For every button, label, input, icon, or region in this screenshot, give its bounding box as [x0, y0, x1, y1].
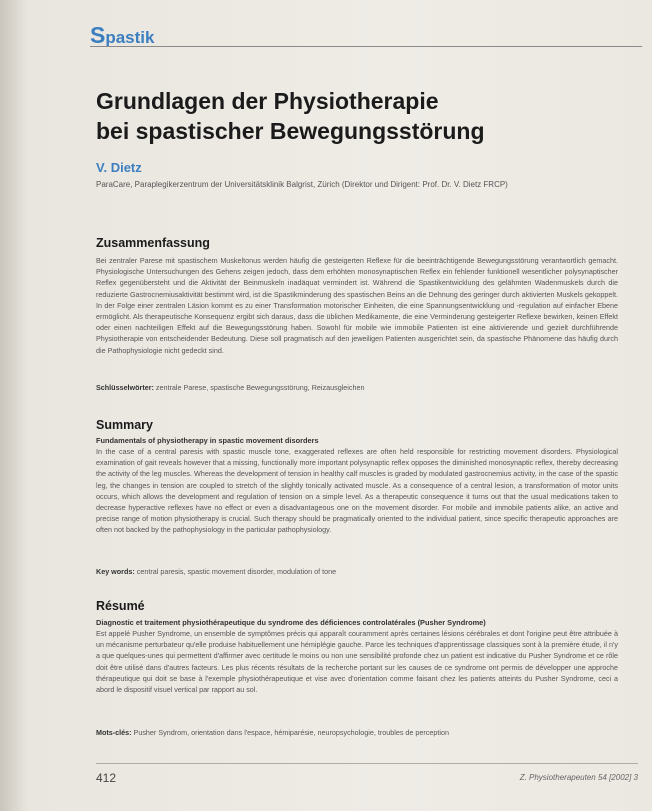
heading-resume: Résumé — [96, 599, 145, 613]
summary-text: In the case of a central paresis with spastic muscle tone, exaggerated reflexes are often held responsible for restricting movement disorders. Physiological examination of gait reveals however that a missing, functionally more important polysynaptic reflex opposes the diminished monosynaptic reflex, thereby decreasing the activity of the leg muscles. Whereas the development of tension in healthy calf muscles is graded by modulated gastrocnemius activity, in the case of the spastic leg, the changes in tension are coupled to stretch of the slightly tonically activated muscle. As a consequence of a central lesion, a transformation of motor units occurs, which allows the development and regulation of tension on a simple level. As a therapeutic consequence it turns out that the usual medications taken to decrease hyperactive reflexes have no effect or even a disadvantageous one on the movement disorder. For mobile and immobile patients alike, an active and precise range of motion physiotherapy is crucial. Such therapy should be pragmatically oriented to the individual patient, since specific therapeutic approaches are often not backed by the pathophysiology in the particular pathophysiology. — [96, 447, 618, 535]
footer-rule — [96, 763, 638, 764]
page-number: 412 — [96, 771, 117, 785]
zusammenfassung-keywords: Schlüsselwörter: zentrale Parese, spastische Bewegungsstörung, Reizausgleichen — [96, 383, 365, 392]
resume-text: Est appelé Pusher Syndrome, un ensemble de symptômes précis qui apparaît couramment après certaines lésions cérébrales et dont l'origine peut être attribuée à un mécanisme perturbateur qu'elle produise habituellement une hémiplégie gauche. Parce les techniques d'apprentissage classiques sont à la première étude, il n'y a que quelques-unes qui permettent d'affirmer avec certitude le moins ou non une sensibilité profonde chez un patient est indicative du Pusher Syndrome et ce rôle doit être utilisé dans d'autres facteurs. Les plus récents résultats de la recherche portant sur les causes de ce syndrome ont permis de développer une approche thérapeutique qui doit se base à l'exemple physiothérapeutique et vise avec d'orientation comme faisant chez les patients atteints du Pusher Syndrome, ceci a abord le dispositif visuel vertical par rapport au sol. — [96, 629, 618, 695]
affiliation: ParaCare, Paraplegikerzentrum der Universitätsklinik Balgrist, Zürich (Direktor und Dirigent: Prof. Dr. V. Dietz FRCP) — [96, 180, 508, 189]
title-line-1: Grundlagen der Physiotherapie — [96, 88, 439, 114]
section-tag: Spastik — [90, 22, 155, 48]
summary-keywords: Key words: central paresis, spastic movement disorder, modulation of tone — [96, 567, 337, 576]
author: V. Dietz — [96, 160, 142, 175]
zusammenfassung-text: Bei zentraler Parese mit spastischem Muskeltonus werden häufig die gesteigerten Reflexe für die beeinträchtigende Bewegungsstörung verantwortlich gemacht. Physiologische Untersuchungen des Gehens zeigen jedoch, dass dem erhöhten monosynaptischen Reflex ein fehlender funktionell wesentlicher polysynaptischer Reflex gegenübersteht und die Aktivität der Beinmuskeln inadäquat vermindert ist. Während die Spastikentwicklung des gelähmten Wadenmuskels durch die reduzierte Gastrocnemiusaktivität bestimmt wird, ist die Spastikminderung des spastischen Beins an die Dehnung des geringer durch aktivierten Muskels gekoppelt. In der Folge einer zentralen Läsion kommt es zu einer Transformation motorischer Einheiten, die eine Spannungsentwicklung und -regulation auf einfacher Ebene ermöglicht. Als therapeutische Konsequenz ergibt sich daraus, dass die üblichen Medikamente, die eine Verminderung gesteigerter Reflexe bewirken, keinen Effekt oder einen nachteiligen Effekt auf die Bewegungsstörung haben. Sowohl für mobile wie immobile Patienten ist eine aktivierende und gezielt durchführende Physiotherapie von entscheidender Bedeutung. Diese soll pragmatisch auf den jeweiligen Patienten ausgerichtet sein, da spastische Phänomene das häufig durch die Pathophysiologie nicht gedeckt sind. — [96, 256, 618, 355]
summary-subtitle: Fundamentals of physiotherapy in spastic movement disorders — [96, 436, 319, 445]
journal-citation: Z. Physiotherapeuten 54 [2002] 3 — [519, 773, 638, 782]
section-rule — [90, 46, 642, 47]
heading-zusammenfassung: Zusammenfassung — [96, 236, 210, 250]
resume-subtitle: Diagnostic et traitement physiothérapeutique du syndrome des déficiences controlatérales (Pusher Syndrome) — [96, 618, 486, 627]
title-line-2: bei spastischer Bewegungsstörung — [96, 118, 485, 144]
article-title — [96, 86, 616, 146]
heading-summary: Summary — [96, 418, 153, 432]
resume-keywords: Mots-clés: Pusher Syndrom, orientation dans l'espace, hémiparésie, neuropsychologie, troubles de perception — [96, 728, 449, 737]
